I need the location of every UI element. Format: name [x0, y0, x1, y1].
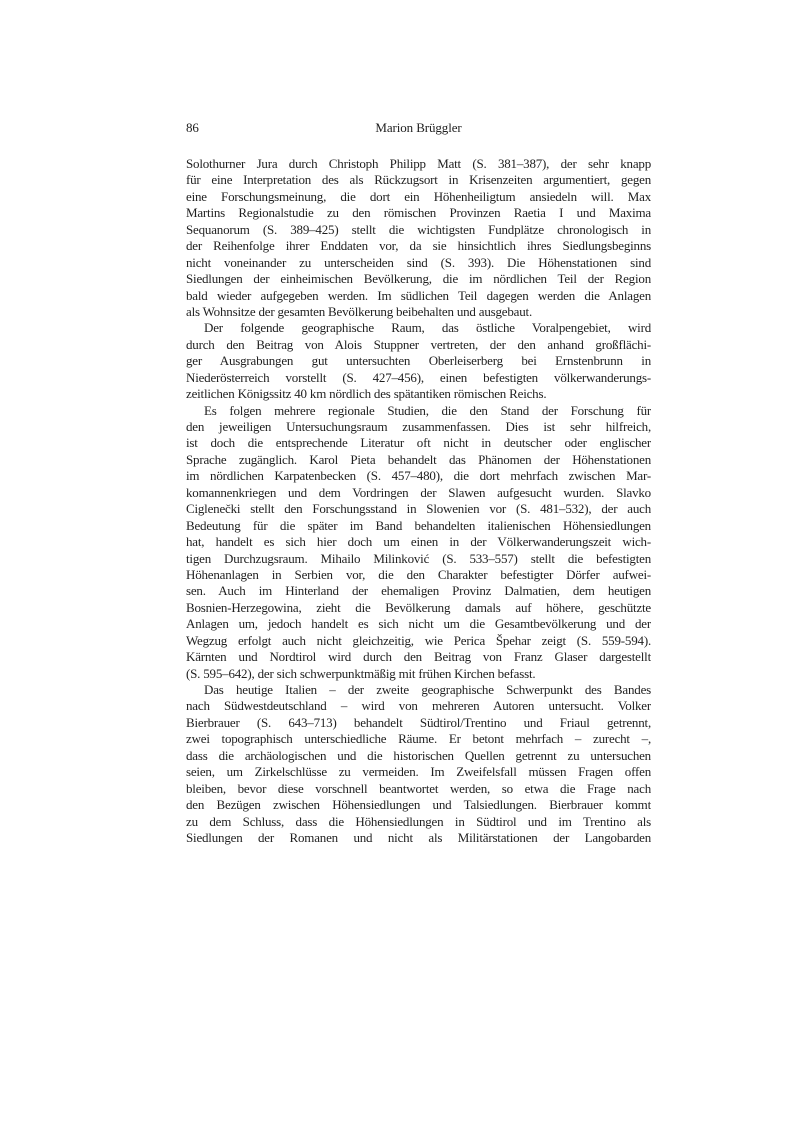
- text-line: der Reihenfolge ihrer Enddaten vor, da sie hinsichtlich ihres Siedlungsbeginns: [186, 238, 651, 254]
- text-line: Kärnten und Nordtirol wird durch den Beitrag von Franz Glaser dargestellt: [186, 649, 651, 665]
- text-line: dass die archäologischen und die historischen Quellen getrennt zu untersuchen: [186, 747, 651, 763]
- text-line: Sequanorum (S. 389–425) stellt die wichtigsten Fundplätze chronologisch in: [186, 221, 651, 237]
- text-line: Bedeutung für die später im Band behandelten italienischen Höhensiedlungen: [186, 517, 651, 533]
- text-line: zu dem Schluss, dass die Höhensiedlungen in Südtirol und im Trentino als: [186, 813, 651, 829]
- text-line: tigen Durchzugsraum. Mihailo Milinković (S. 533–557) stellt die befestigten: [186, 550, 651, 566]
- text-line: Siedlungen der einheimischen Bevölkerung, die im nördlichen Teil der Region: [186, 271, 651, 287]
- text-line: Anlagen um, jedoch handelt es sich nicht um die Gesamtbevölkerung und der: [186, 616, 651, 632]
- text-line: ger Ausgrabungen gut untersuchten Oberleiserberg bei Ernstenbrunn in: [186, 353, 651, 369]
- text-line: im nördlichen Karpatenbecken (S. 457–480), die dort mehrfach zwischen Mar-: [186, 468, 651, 484]
- text-line: nicht voneinander zu unterscheiden sind (S. 393). Die Höhenstationen sind: [186, 254, 651, 270]
- text-line: sen. Auch im Hinterland der ehemaligen Provinz Dalmatien, dem heutigen: [186, 583, 651, 599]
- text-line: eine Forschungsmeinung, die dort ein Höhenheiligtum ansiedeln will. Max: [186, 188, 651, 204]
- text-line: den Bezügen zwischen Höhensiedlungen und Talsiedlungen. Bierbrauer kommt: [186, 797, 651, 813]
- text-line: (S. 595–642), der sich schwerpunktmäßig mit frühen Kirchen befasst.: [186, 665, 536, 681]
- text-line: Niederösterreich vorstellt (S. 427–456), einen befestigten völkerwanderungs-: [186, 369, 651, 385]
- text-line: zeitlichen Königssitz 40 km nördlich des spätantiken römischen Reichs.: [186, 386, 547, 402]
- text-line: bleiben, bevor diese vorschnell beantwortet werden, so etwa die Frage nach: [186, 780, 651, 796]
- text-line: Sprache zugänglich. Karol Pieta behandelt das Phänomen der Höhenstationen: [186, 451, 651, 467]
- text-line: für eine Interpretation des als Rückzugsort in Krisenzeiten argumentiert, gegen: [186, 172, 651, 188]
- text-line: Bosnien-Herzegowina, zieht die Bevölkerung damals auf höhere, geschützte: [186, 599, 651, 615]
- text-line: Ciglenečki stellt den Forschungsstand in Slowenien vor (S. 481–532), der auch: [186, 501, 651, 517]
- text-line: Martins Regionalstudie zu den römischen Provinzen Raetia I und Maxima: [186, 205, 651, 221]
- text-line: Das heutige Italien – der zweite geographische Schwerpunkt des Bandes: [204, 682, 651, 697]
- text-line: Der folgende geographische Raum, das östliche Voralpengebiet, wird: [204, 320, 651, 336]
- text-line: den jeweiligen Untersuchungsraum zusammenfassen. Dies ist sehr hilfreich,: [186, 419, 651, 434]
- text-line: komannenkriegen und dem Vordringen der Slawen aufgesucht wurden. Slavko: [186, 484, 651, 500]
- text-line: seien, um Zirkelschlüsse zu vermeiden. Im Zweifelsfall müssen Fragen offen: [186, 764, 651, 780]
- text-line: zwei topographisch unterschiedliche Räume. Er betont mehrfach – zurecht –,: [186, 731, 651, 747]
- page-number: 86: [186, 120, 199, 135]
- text-line: bald wieder aufgegeben werden. Im südlichen Teil dagegen werden die Anlagen: [186, 287, 651, 303]
- text-line: Es folgen mehrere regionale Studien, die den Stand der Forschung für: [204, 402, 651, 418]
- page-body: [186, 156, 651, 846]
- text-line: hat, handelt es sich hier doch um einen in der Völkerwanderungszeit wich-: [186, 534, 651, 550]
- text-line: Wegzug erfolgt auch nicht gleichzeitig, wie Perica Špehar zeigt (S. 559-594).: [186, 632, 651, 648]
- page-header: [186, 119, 651, 136]
- text-line: Bierbrauer (S. 643–713) behandelt Südtirol/Trentino und Friaul getrennt,: [186, 714, 651, 730]
- text-line: als Wohnsitze der gesamten Bevölkerung beibehalten und ausgebaut.: [186, 303, 532, 319]
- text-line: Solothurner Jura durch Christoph Philipp Matt (S. 381–387), der sehr knapp: [186, 156, 651, 171]
- text-line: nach Südwestdeutschland – wird von mehreren Autoren untersucht. Volker: [186, 698, 651, 714]
- running-head: Marion Brüggler: [375, 120, 462, 135]
- text-line: Höhenanlagen in Serbien vor, die den Charakter befestigter Dörfer aufwei-: [186, 566, 651, 582]
- text-line: durch den Beitrag von Alois Stuppner vertreten, der den anhand großflächi-: [186, 336, 651, 352]
- text-line: Siedlungen der Romanen und nicht als Militärstationen der Langobarden: [186, 829, 651, 845]
- text-line: ist doch die entsprechende Literatur oft nicht in deutscher oder englischer: [186, 435, 651, 451]
